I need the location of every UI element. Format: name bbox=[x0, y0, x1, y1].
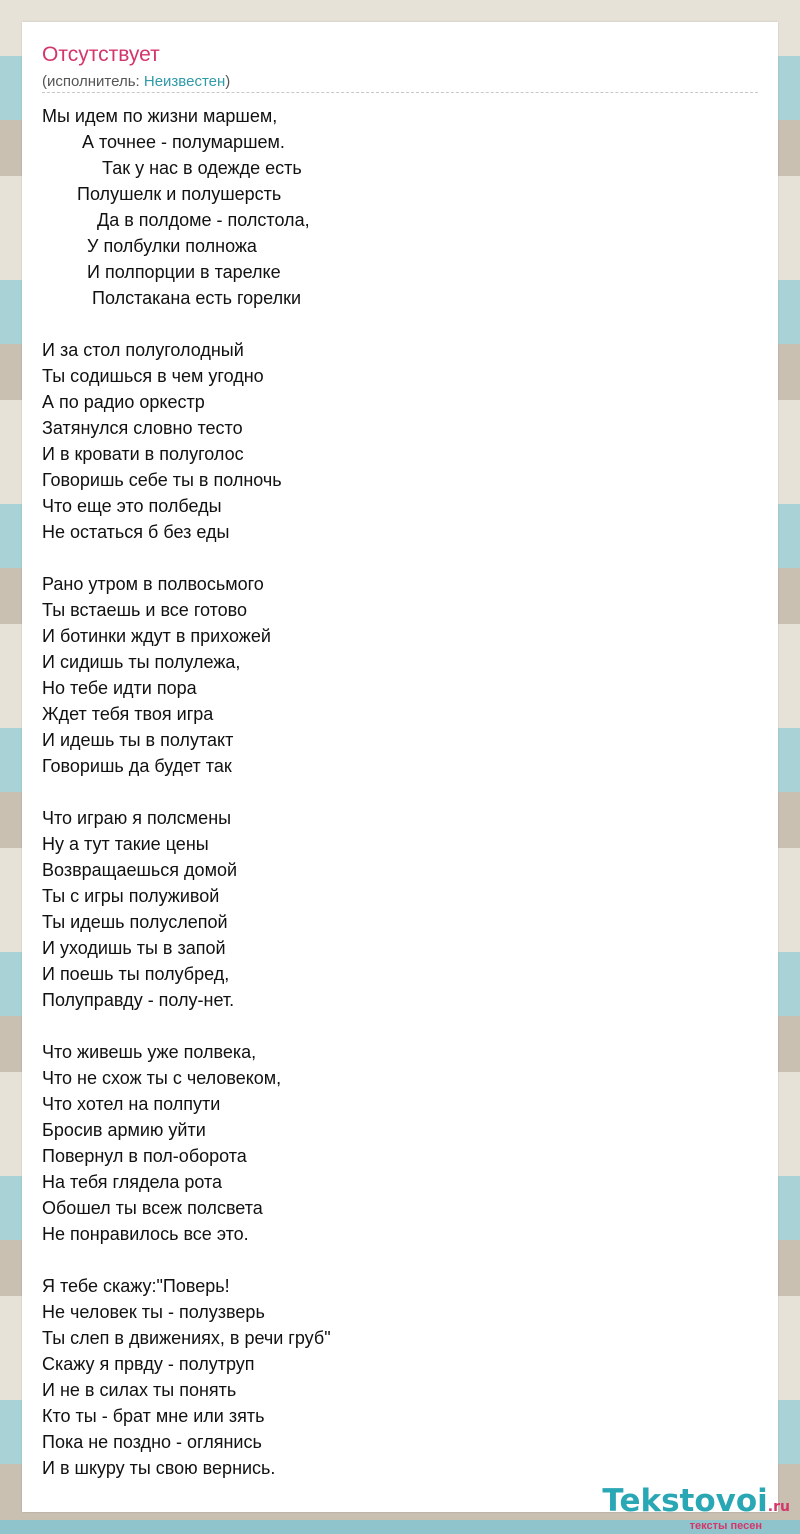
lyrics-text: Мы идем по жизни маршем, А точнее - полумаршем. Так у нас в одежде есть Полушелк и полушерсть Да в полдоме - полстола, У полбулки полножа И полпорции в тарелке Полстакана есть горелки И за стол полуголодный Ты содишься в чем угодно А по радио оркестр Затянулся словно тесто И в кровати в полуголос Говоришь себе ты в полночь Что еще это полбеды Не остаться б без еды Рано утром в полвосьмого Ты встаешь и все готово И ботинки ждут в прихожей И сидишь ты полулежа, Но тебе идти пора Ждет тебя твоя игра И идешь ты в полутакт Говоришь да будет так Что играю я полсмены Ну а тут такие цены Возвращаешься домой Ты с игры полуживой Ты идешь полуслепой И уходишь ты в запой И поешь ты полубред, Полуправду - полу-нет. Что живешь уже полвека, Что не схож ты с человеком, Что хотел на полпути Бросив армию уйти Повернул в пол-оборота На тебя глядела рота Обошел ты всеж полсвета Не понравилось все это. Я тебе скажу:"Поверь! Не человек ты - полузверь Ты слеп в движениях, в речи груб" Скажу я првду - полутруп И не в силах ты понять Кто ты - брат мне или зять Пока не поздно - оглянись И в шкуру ты свою вернись. bbox=[42, 106, 331, 1478]
title-divider bbox=[42, 92, 758, 93]
site-logo[interactable] bbox=[602, 1485, 790, 1532]
artist-link[interactable]: Неизвестен bbox=[143, 73, 226, 90]
logo-wordmark bbox=[602, 1485, 790, 1523]
song-title: Отсутствует bbox=[42, 43, 160, 66]
artist-prefix: (исполнитель: bbox=[42, 73, 144, 90]
logo-tld: .ru bbox=[767, 1499, 790, 1515]
lyrics-card bbox=[22, 22, 778, 1512]
logo-tagline: тексты песен bbox=[689, 1520, 762, 1532]
logo-name: Tekstovoi bbox=[602, 1483, 768, 1519]
artist-suffix: ) bbox=[225, 73, 231, 90]
artist-line bbox=[42, 73, 230, 90]
